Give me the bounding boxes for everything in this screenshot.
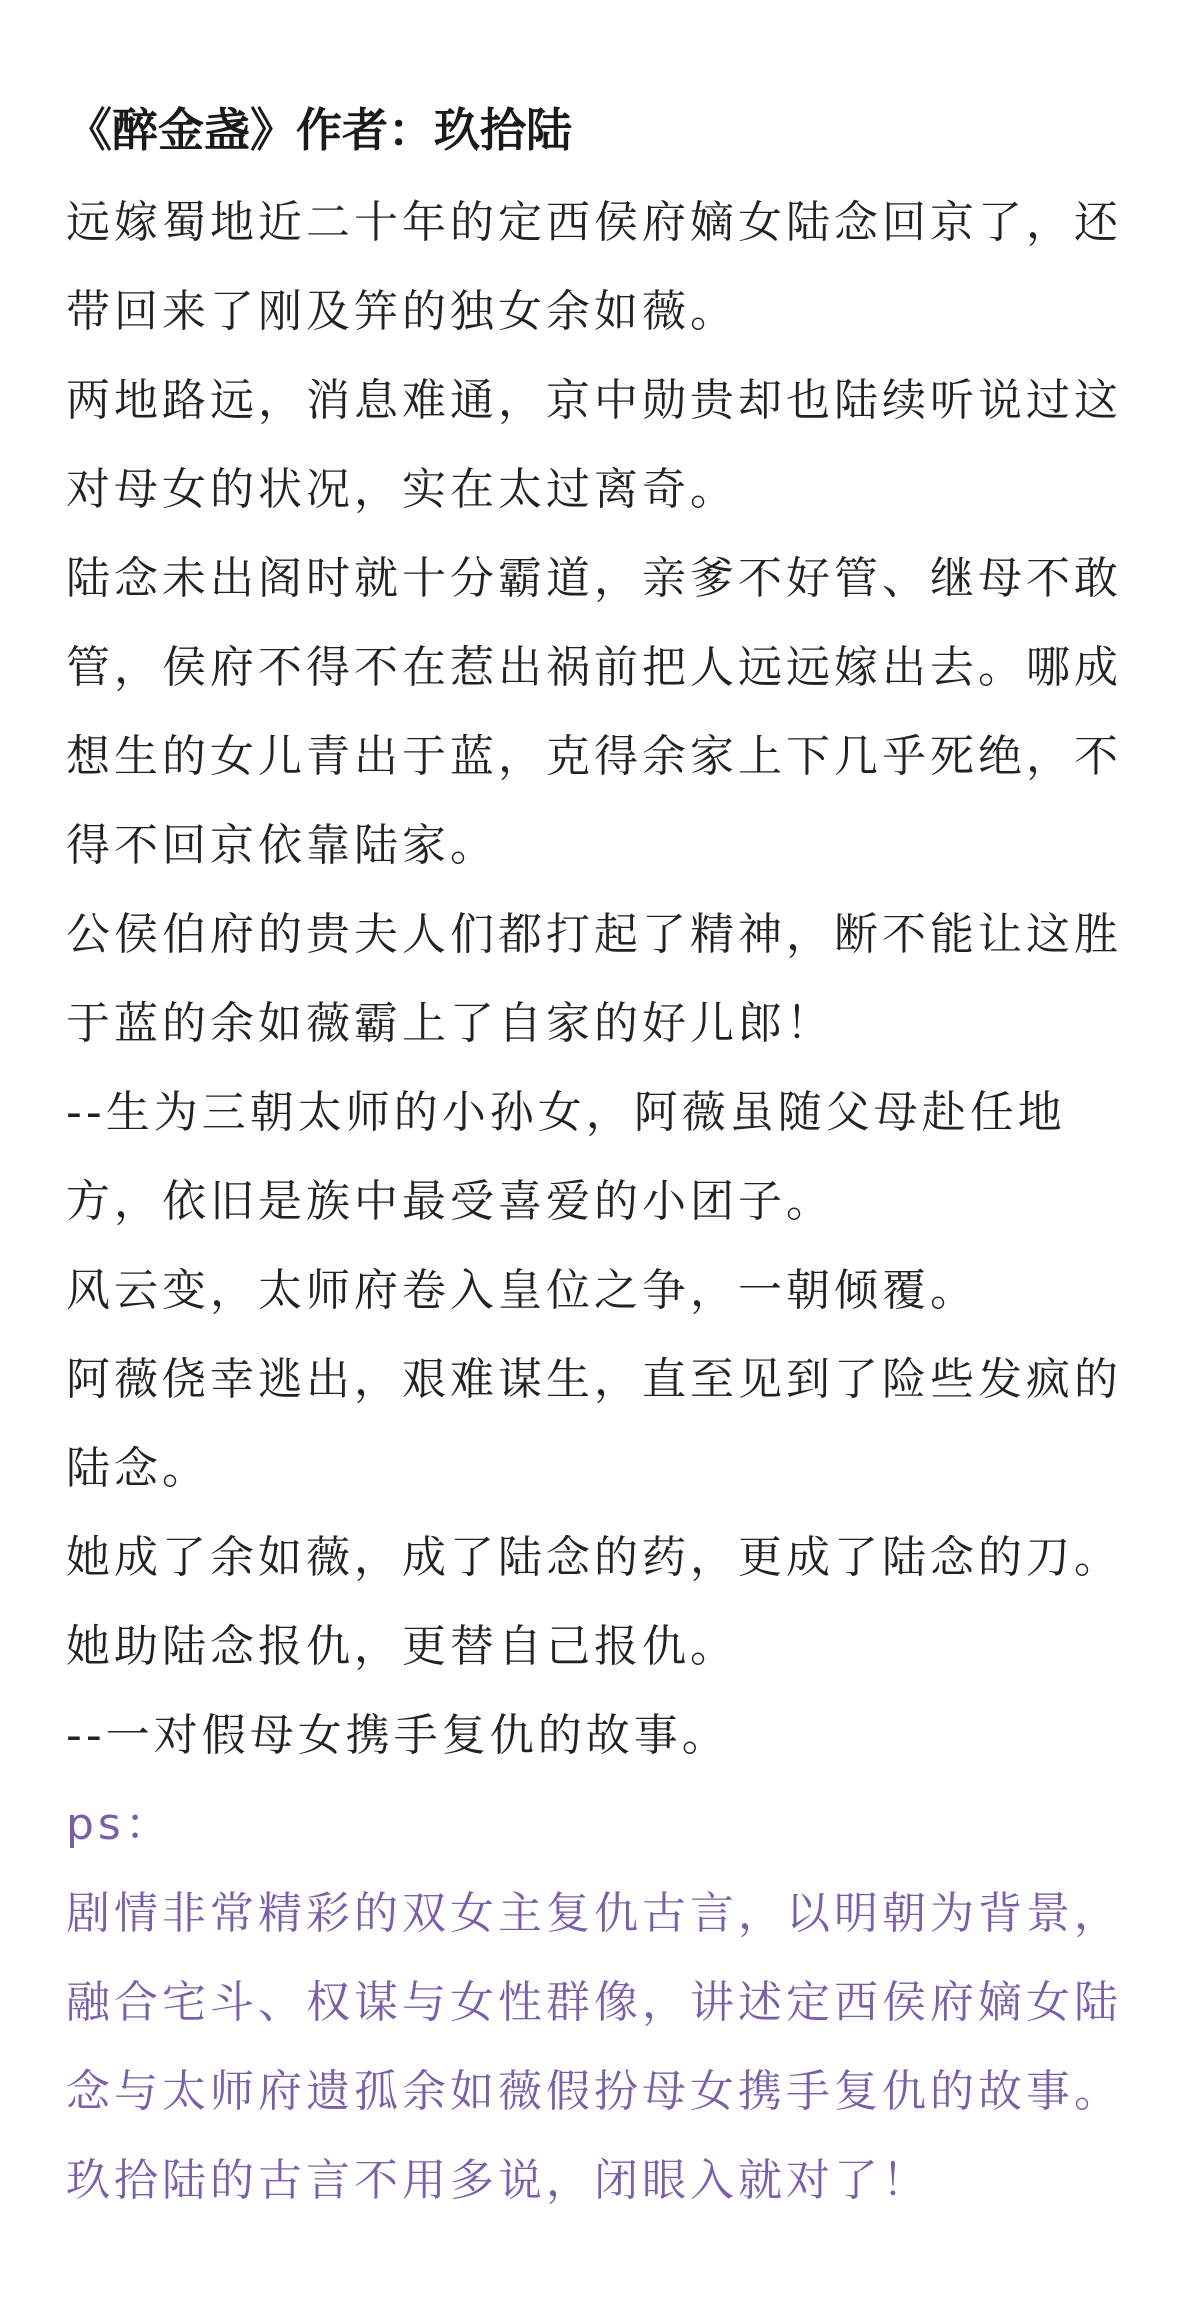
synopsis-paragraph-6: 风云变，太师府卷入皇位之争，一朝倾覆。 [66,1265,978,1316]
synopsis-paragraph-3: 陆念未出阁时就十分霸道，亲爹不好管、继母不敢管，侯府不得不在惹出祸前把人远远嫁出去。哪成想生的女儿青出于蓝，克得余家上下几乎死绝，不得不回京依靠陆家。 [66,553,1122,871]
book-title: 《醉金盏》作者：玖拾陆 [66,103,572,157]
synopsis-paragraph-1: 远嫁蜀地近二十年的定西侯府嫡女陆念回京了，还带回来了刚及笄的独女余如薇。 [66,197,1122,337]
synopsis-paragraph-9: 她助陆念报仇，更替自己报仇。 [66,1621,738,1672]
ps-closing: 玖拾陆的古言不用多说，闭眼入就对了！ [66,2155,930,2206]
synopsis-paragraph-8: 她成了余如薇，成了陆念的药，更成了陆念的刀。 [66,1532,1122,1583]
synopsis-paragraph-5: --生为三朝太师的小孙女，阿薇虽随父母赴任地方，依旧是族中最受喜爱的小团子。 [66,1087,1066,1227]
synopsis-paragraph-10: --一对假母女携手复仇的故事。 [66,1710,730,1761]
ps-label: ps： [66,1799,173,1850]
synopsis-paragraph-7: 阿薇侥幸逃出，艰难谋生，直至见到了险些发疯的陆念。 [66,1354,1122,1494]
synopsis-paragraph-2: 两地路远，消息难通，京中勋贵却也陆续听说过这对母女的状况，实在太过离奇。 [66,375,1122,515]
synopsis-paragraph-4: 公侯伯府的贵夫人们都打起了精神，断不能让这胜于蓝的余如薇霸上了自家的好儿郎！ [66,909,1122,1049]
post-body [66,178,1146,2225]
ps-text: 剧情非常精彩的双女主复仇古言，以明朝为背景，融合宅斗、权谋与女性群像，讲述定西侯府嫡女陆念与太师府遗孤余如薇假扮母女携手复仇的故事。 [66,1888,1122,2117]
